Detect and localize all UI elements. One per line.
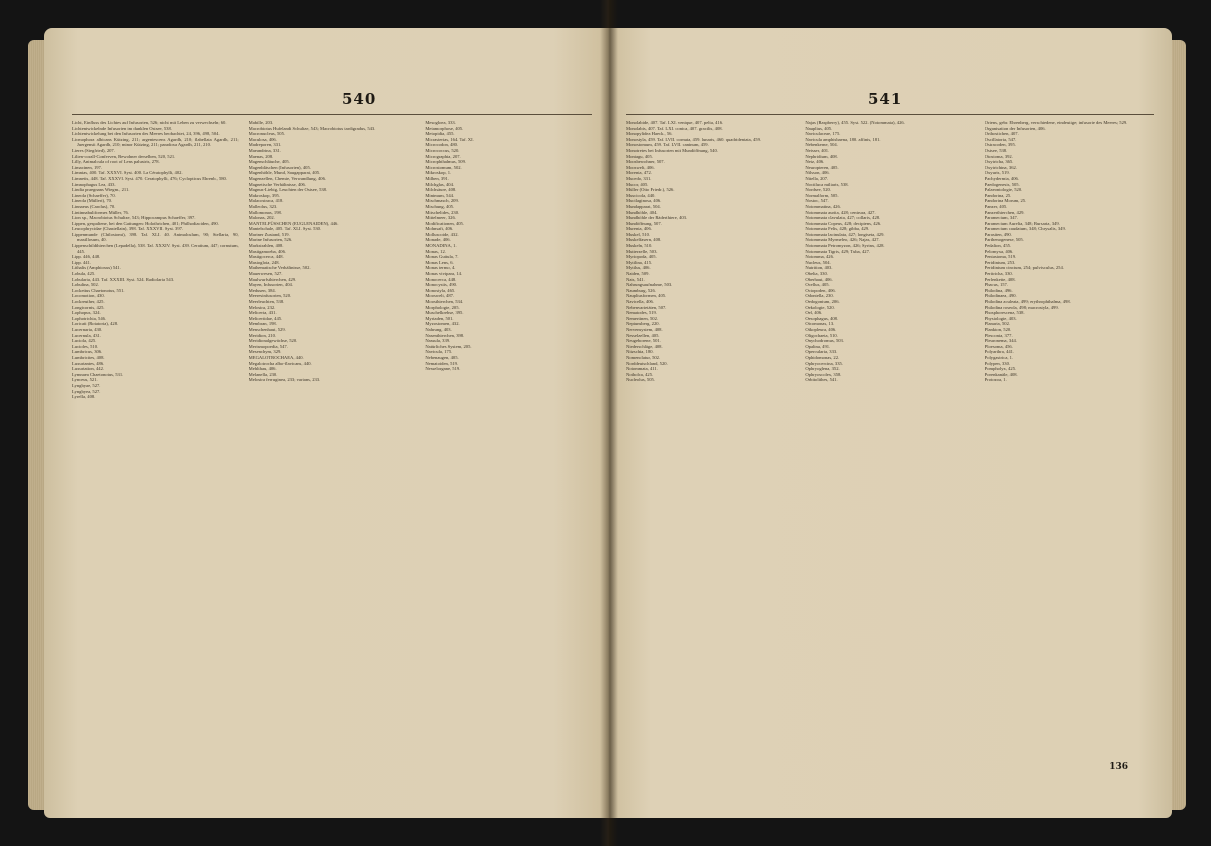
index-entry: Lippenmunde (Chilostomi), 398. Taf. XLI. 40. Animalculum, 90; Stellaria, 90, maxillosum, 40.	[72, 231, 239, 243]
index-entry: Nematodes, 519.	[626, 310, 658, 316]
index-entry: Mucor, 405.	[626, 181, 649, 187]
index-entry: Nilsson, 406.	[805, 170, 830, 176]
index-entry: Markstrahlen, 408.	[248, 243, 284, 249]
right-header-rule	[626, 114, 1154, 115]
index-entry: Mytilina, 415.	[626, 259, 653, 265]
index-entry: Monostomum, 459. Taf. LVII. caninum, 459.	[626, 142, 709, 148]
index-entry: Melosira, 232.	[248, 304, 276, 310]
index-entry: Neugeborene, 501.	[626, 338, 661, 344]
index-entry: Microcodon, 480.	[425, 142, 459, 148]
index-entry: Ploesoma, 456.	[984, 343, 1013, 349]
index-entry: Mucedo, 331.	[626, 175, 652, 181]
index-entry: Planaria, 502.	[984, 321, 1011, 327]
index-entry: Monas vivipara, 14.	[425, 271, 463, 277]
index-entry: Philodina roseola, 498; macrostyla, 499.	[984, 304, 1059, 310]
index-entry: Molluscoide, 432.	[425, 231, 459, 237]
index-entry: Niederschläge, 408.	[626, 343, 663, 349]
index-entry: Notommata Felis, 428; gibba, 429.	[805, 226, 870, 232]
index-entry: Linnaeus (Carolus), 70.	[72, 203, 116, 209]
index-entry: Menschenhaut, 529.	[248, 326, 286, 332]
index-entry: Limnophagus Lea, 433.	[72, 181, 116, 187]
index-entry: Normalform, 505.	[805, 192, 839, 198]
index-entry: Opalina, 491.	[805, 343, 831, 349]
index-entry: Paramecium, 347.	[984, 215, 1018, 221]
index-entry: Nemertinen, 502.	[626, 315, 659, 321]
index-entry: Mundapparat, 504.	[626, 203, 661, 209]
index-entry: Lockettus Chaetonotus, 551.	[72, 287, 125, 293]
index-entry: Mundhöhle der Räderthiere, 403.	[626, 215, 688, 221]
index-entry: Malleolus, 323.	[248, 203, 278, 209]
index-entry: Muschelkrebse, 395.	[425, 310, 464, 316]
index-entry: Pedalion, 455.	[984, 243, 1012, 249]
index-entry: Lipp. 446, 448.	[72, 254, 101, 260]
index-entry: Mucilaginosa, 406.	[626, 198, 662, 204]
index-entry: Megalotrocha albo-flavicans, 440.	[248, 360, 312, 366]
index-entry: Porenkanäle, 408.	[984, 371, 1018, 377]
index-entry: Oedogonium, 206.	[805, 299, 840, 304]
index-entry: Notommata lacinulata, 427; longiseta, 429.	[805, 231, 885, 237]
index-entry: Phacus, 157.	[984, 282, 1009, 288]
index-entry: Mitschelides, 230.	[425, 209, 460, 215]
index-entry: Mytilus, 406.	[626, 265, 651, 271]
index-entry: Mischmasch, 209.	[425, 198, 459, 204]
index-entry: Lumbricites, 408.	[72, 354, 105, 360]
index-entry: Lipp. 441.	[72, 259, 92, 265]
index-entry: Mathematische Verhältnisse, 502.	[248, 265, 311, 271]
index-entry: Longicornis, 425.	[72, 304, 105, 310]
index-entry: Panzer, 405.	[984, 203, 1008, 209]
index-entry: Notomma, 426.	[805, 254, 835, 260]
index-entry: Onychodromus, 503.	[805, 338, 844, 344]
left-header-rule	[72, 114, 592, 115]
index-entry: Oberhaut, 406.	[805, 276, 833, 282]
index-entry: Monas Guttula, 7.	[425, 254, 459, 260]
left-column-3	[425, 120, 592, 778]
index-entry: Microphthalmus, 509.	[425, 159, 467, 165]
index-entry: Myzostomen, 432.	[425, 321, 460, 327]
index-entry: Nematoiden, 519.	[425, 360, 459, 366]
index-entry: Minimum, 544.	[425, 192, 455, 198]
index-entry: Nitzschia, 180.	[626, 349, 654, 355]
index-entry: Malonas, 202.	[248, 215, 275, 221]
index-entry: Notommata Petromyzon, 426; Syrinx, 428.	[805, 243, 885, 249]
index-entry: Opercularia, 333.	[805, 349, 838, 355]
index-entry: Mutterzelle, 503.	[626, 248, 658, 254]
index-entry: Mallomonas, 198.	[248, 209, 282, 215]
index-entry: Morenia, 472.	[626, 170, 652, 176]
index-entry: Nauplius, 405.	[805, 125, 833, 131]
index-entry: Nassula, 339.	[425, 338, 451, 344]
index-entry: Micrasterias, 164. Taf. XI.	[425, 136, 474, 142]
index-entry: Paramecium Aurelia, 348; Bursaria, 349.	[984, 220, 1060, 226]
index-entry: Macronucleus, 505.	[248, 131, 286, 137]
index-entry: Mundöffnung, 507.	[626, 220, 662, 226]
index-entry: Nephridium, 408.	[805, 153, 838, 159]
index-entry: Neisser, 401.	[805, 147, 830, 153]
index-entry: Lophotrichia, 546.	[72, 315, 107, 321]
index-entry: Norddeutschland, 520.	[626, 360, 668, 366]
index-entry: Mariner Zustand, 519.	[248, 231, 290, 237]
index-entry: Marine Infusorien, 526.	[248, 237, 293, 243]
index-entry: Pachydermia, 406.	[984, 175, 1019, 181]
index-entry: Perlenkette, 408.	[984, 276, 1016, 282]
index-entry: Maulwurfsthierchen, 429.	[248, 276, 297, 282]
index-entry: Mesogloea, 333.	[425, 120, 456, 125]
index-entry: Pelomyxa, 406.	[984, 248, 1014, 254]
index-entry: Organisation der Infusorien, 406.	[984, 125, 1046, 131]
index-entry: Melicertidae, 445.	[248, 315, 283, 321]
index-entry: Luxuriation, 442.	[72, 366, 105, 372]
index-entry: Pandorina, 25.	[984, 192, 1012, 198]
index-entry: Monocystis, 490.	[425, 282, 458, 288]
index-entry: Leucophrycidae (Chastellain), 398. Taf. XXXVII. Syst. 397.	[72, 226, 184, 232]
index-entry: Mantelschale, 405. Taf. XLI. Syst. 530.	[248, 226, 322, 232]
index-entry: Philodina aculeata, 499; erythrophthalma, 498.	[984, 299, 1071, 304]
index-entry: Modificationen, 405.	[425, 220, 465, 226]
index-entry: Naupliusformen, 405.	[626, 293, 667, 299]
index-entry: Monostyla, 465.	[425, 287, 456, 293]
index-entry: Limacinen, 197.	[72, 164, 102, 170]
index-entry: Navicula amphisbaena, 180. affinis, 181.	[805, 136, 881, 142]
index-entry: Nordsee, 520.	[805, 187, 831, 193]
index-entry: Lyngbyea, 527.	[72, 388, 101, 394]
index-entry: Oriens, gebr. Ehrenberg, verschiedene, eindeutige; infusorie des Meeres; 529.	[984, 120, 1128, 125]
index-entry: Lyngbyae, 527.	[72, 382, 101, 388]
index-entry: Otostoma, 392.	[984, 153, 1013, 159]
index-entry: Monopylidea Haeck., 56.	[626, 131, 673, 137]
index-entry: Lockreuther, 425.	[72, 299, 105, 304]
index-entry: Mauerwesen, 527.	[248, 271, 283, 277]
index-entry: Mooswelt, 487.	[425, 293, 455, 299]
index-entry: Luciola, 425.	[72, 338, 97, 344]
index-entry: Ostracoden, 395.	[984, 142, 1016, 148]
index-entry: Macrobiotus Hufelandi Schultze, 543; Macrobiotus tardigradus, 543.	[248, 125, 376, 131]
index-entry: Magenschläuche, 405.	[248, 159, 290, 165]
right-page-number: 541	[868, 90, 903, 108]
index-entry: Nebenkerne, 504.	[805, 142, 838, 148]
index-entry: Lichtentwickelnde Infusorien im dunklen Ostsee, 538.	[72, 125, 172, 131]
index-entry: Lobula, 425.	[72, 271, 96, 277]
index-entry: Murenia, 406.	[626, 226, 652, 232]
index-entry: Panzerthierchen, 429.	[984, 209, 1025, 215]
index-entry: Mooswelt, 406.	[626, 164, 655, 170]
index-entry: Nahrung, 403.	[425, 326, 452, 332]
index-entry: Limnias, 400. Taf. XXXVI. Syst. 400. La Cératophylli, 402.	[72, 170, 183, 176]
index-entry: Nucleolus, 505.	[626, 377, 655, 383]
index-entry: Meridionalgewächse, 520.	[248, 338, 298, 344]
index-entry: Monade, 406.	[425, 237, 451, 243]
index-entry: Notommatina, 426.	[805, 203, 841, 209]
index-entry: Lobularia, 443. Taf. XXXIII. Syst. 524. Radiolaria 543.	[72, 276, 175, 282]
index-entry: Nesselzellen, 405.	[626, 332, 660, 338]
right-column-2	[805, 120, 974, 778]
index-entry: Nostoc, 547.	[805, 198, 829, 204]
index-entry: Oekologie, 520.	[805, 304, 835, 310]
index-entry: Mayen, Infusorien, 404.	[248, 282, 293, 288]
index-entry: Natürliches System, 205.	[425, 343, 472, 349]
index-entry: Plankton, 520.	[984, 326, 1012, 332]
right-index-columns	[626, 120, 1154, 778]
index-entry: Lucernula, 431.	[72, 332, 101, 338]
index-entry: Lyrella, 408.	[72, 394, 96, 400]
index-entry: Notommata Tigris, 429; Tuba, 427.	[805, 248, 871, 254]
index-entry: Lucernaria, 430.	[72, 326, 103, 332]
index-entry: Loricati (Rotatoria), 428.	[72, 321, 119, 327]
index-entry: Mabille, 203.	[248, 120, 274, 125]
index-entry: Neptunsberg, 220.	[626, 321, 660, 327]
index-entry: Merismopoedia, 547.	[248, 343, 288, 349]
right-page-edges	[1170, 40, 1186, 810]
index-entry: Palaeontologie, 520.	[984, 187, 1023, 193]
index-entry: Ophryocercina, 335.	[805, 360, 843, 366]
index-entry: Lindia praegnans Wiegm., 211.	[72, 187, 130, 193]
index-entry: Monas Lens, 6.	[425, 259, 454, 265]
index-entry: Nesselorgane, 519.	[425, 366, 461, 372]
index-entry: Peritricha, 330.	[984, 271, 1013, 277]
index-entry: Lilly, Animalcula of root of Lens palustris, 278.	[72, 159, 160, 165]
index-entry: Muskeln, 510.	[626, 243, 653, 249]
index-entry: Lieres (Siegfried), 207.	[72, 147, 115, 153]
left-page-number: 540	[342, 90, 377, 108]
index-entry: Oesophagus, 408.	[805, 315, 839, 321]
index-entry: Paedogenesis, 505.	[984, 181, 1020, 187]
index-entry: Philodina, 496.	[984, 287, 1013, 293]
index-entry: Navicella, 406.	[626, 299, 654, 304]
index-entry: Lippenschildthierchen (Lepadella), 538. Taf. XXXIV. Syst. 439. Ceratium, 447; cornutum, 445.	[72, 243, 239, 254]
index-entry: Magnus-Liebig, Leuchten der Ostsee, 538.	[248, 187, 328, 193]
index-entry: Lobulina, 502.	[72, 282, 99, 288]
index-entry: Lippen, gespaltene, bei den Gattungen: Holothrichen, 401; Philhodiaciden, 490.	[72, 220, 219, 226]
index-entry: Meeresinfusorien, 520.	[248, 293, 292, 299]
index-entry: Naiden, 509.	[626, 271, 650, 277]
index-entry: Lichtentwickelung bei den Infusorien des Meeres beobachtet, 24, 396, 498, 504.	[72, 131, 220, 137]
index-entry: Nutrition, 403.	[805, 265, 833, 271]
index-entry: Magnetische Verhältnisse, 406.	[248, 181, 306, 187]
index-entry: Nasenthierchen, 398.	[425, 332, 465, 338]
index-entry: Micrococcus, 520.	[425, 147, 460, 153]
index-entry: Mittelmeer, 326.	[425, 215, 456, 221]
index-entry: Monolabide, 407. Taf. LXI. venique, 407. pelta, 416.	[626, 120, 724, 125]
index-entry: Micrographia, 207.	[425, 153, 461, 159]
index-entry: Melosira ferruginea, 233; varians, 233.	[248, 377, 321, 383]
index-entry: Mehlthau, 406.	[248, 366, 277, 372]
index-entry: Metopidia, 455.	[425, 131, 455, 137]
index-entry: Monas, 12.	[425, 248, 446, 254]
index-entry: Muskel, 510.	[626, 231, 651, 237]
index-entry: Octopoden, 406.	[805, 287, 836, 293]
index-entry: Mikroskop, 1.	[425, 170, 452, 176]
index-entry: Notommata aurita, 428; centrura, 427.	[805, 209, 876, 215]
index-entry: Lymnaea Chaetonotus, 531.	[72, 371, 124, 377]
index-entry: Malacostraca, 418.	[248, 198, 284, 204]
index-entry: Meridion, 210.	[248, 332, 277, 338]
index-entry: Odontella, 230.	[805, 293, 834, 299]
right-page	[606, 28, 1172, 818]
index-entry: Pleuronema, 344.	[984, 338, 1017, 344]
index-entry: Mohnsaft, 406.	[425, 226, 454, 232]
index-entry: Nucleus, 504.	[805, 259, 831, 265]
index-entry: Parthenogenese, 505.	[984, 237, 1024, 243]
index-entry: Naviculaceae, 175.	[805, 131, 841, 137]
index-entry: Magenzellen, Chemie, Verwandlung, 406.	[248, 175, 327, 181]
index-entry: Naumburg, 526.	[626, 287, 656, 293]
index-entry: Monas termo, 4.	[425, 265, 456, 271]
book-gutter	[600, 0, 618, 846]
index-entry: Phosphorescenz, 538.	[984, 310, 1025, 316]
index-entry: Netz, 406.	[805, 159, 825, 165]
index-entry: Pompholyx, 425.	[984, 366, 1017, 372]
index-entry: Nais, 541.	[626, 276, 645, 282]
index-entry: MONADINA, 1.	[425, 243, 457, 249]
index-entry: Plesconia, 377.	[984, 332, 1013, 338]
index-entry: Nahrungsaufnahme, 503.	[626, 282, 673, 288]
index-entry: Magenbläschen (Infusorien), 405.	[248, 164, 311, 170]
index-entry: Maeandrina, 331.	[248, 147, 281, 153]
index-entry: Orbitolithes, 541.	[805, 377, 838, 383]
index-entry: Lumbricus, 306.	[72, 349, 103, 355]
index-entry: Oscillatoria, 547.	[984, 136, 1017, 142]
index-entry: Polyarthra, 441.	[984, 349, 1015, 355]
index-entry: Mastigamoeba, 406.	[248, 248, 287, 254]
index-entry: Muskelfasern, 408.	[626, 237, 662, 243]
left-index-columns	[72, 120, 592, 778]
index-entry: Notommata Copeus, 428; decipiens, 426.	[805, 220, 882, 226]
index-entry: Mundhöhle, 404.	[626, 209, 658, 215]
index-entry: Moosbewohner, 507.	[626, 159, 665, 165]
index-entry: Milben, 391.	[425, 175, 449, 181]
index-entry: Nebenvarietäten, 507.	[626, 304, 667, 310]
index-entry: Oel, 406.	[805, 310, 823, 316]
index-entry: Medusen, 384.	[248, 287, 276, 293]
index-entry: Ophryoscolex, 358.	[805, 371, 842, 377]
index-entry: Metamorphose, 405.	[425, 125, 464, 131]
index-entry: Oxyuris, 519.	[984, 170, 1010, 176]
index-entry: Lophopus, 324.	[72, 310, 101, 316]
index-entry: Melanella, 230.	[248, 371, 278, 377]
index-entry: Maenas, 208.	[248, 153, 274, 159]
index-entry: Myriaden, 501.	[425, 315, 454, 321]
index-entry: Notommata clavulata, 427; collaris, 428.	[805, 215, 881, 221]
index-entry: Müller (Otto Friedr.), 526.	[626, 187, 675, 193]
index-entry: Lintinnabuliformes Müller, 76.	[72, 209, 129, 215]
index-entry: Notholca, 425.	[626, 371, 654, 377]
index-entry: Philodinaea, 490.	[984, 293, 1017, 299]
left-page	[44, 28, 610, 818]
index-entry: Magenhöhle, Mund, Saugapparat, 405.	[248, 170, 321, 176]
index-entry: Peridinium cinctum, 254; pulvisculus, 254.	[984, 265, 1064, 271]
index-entry: Ocellus, 405.	[805, 282, 830, 288]
index-entry: Milchsäure, 408.	[425, 187, 457, 193]
index-entry: Nebenaugen, 405.	[425, 354, 459, 360]
index-entry: Licmophora albicans Kützing, 211; argentescens Agardh, 210; flabellata Agardh, 211; Juergensii Agardh, 210; minor Kützing, 211; paradoxa Agardh, 211, 210.	[72, 136, 239, 148]
index-entry: Nitella, 207.	[805, 175, 829, 181]
index-entry: Pentastoma, 519.	[984, 254, 1017, 260]
index-entry: Limnetis, 448. Taf. XXXVI. Syst. 470. Ceratophylli, 476; Cyclopticus Ehrenb., 580.	[72, 175, 228, 181]
index-entry: Orthostichen, 407.	[984, 131, 1019, 137]
index-entry: Oikopleura, 406.	[805, 326, 837, 332]
index-entry: Oxytricha, 365.	[984, 159, 1014, 165]
index-entry: Parasiten, 490.	[984, 231, 1012, 237]
index-entry: Mastogloia, 248.	[248, 259, 280, 265]
index-entry: Ostsee, 538.	[984, 147, 1008, 153]
index-entry: Moosthierchen, 534.	[425, 299, 464, 304]
index-entry: Monotretes bei Infusorien mit Mundöffnung, 540.	[626, 147, 718, 153]
index-entry: Madreporen, 331.	[248, 142, 282, 148]
index-entry: Lineola (Schaeffer), 70.	[72, 192, 116, 198]
index-entry: Makroskop, 395.	[248, 192, 280, 198]
index-entry: Muscicola, 440.	[626, 192, 656, 198]
index-entry: Lynceus, 521.	[72, 377, 98, 383]
index-entry: Lucioles, 510.	[72, 343, 99, 349]
index-entry: Monostyla, 459. Taf. LVII. cornuta, 459. lunaris, 460. quadridentata, 459.	[626, 136, 762, 142]
index-entry: Luxuriantes, 486.	[72, 360, 105, 366]
index-entry: Nervensystem, 408.	[626, 326, 663, 332]
index-entry: Maculosa, 406.	[248, 136, 277, 142]
index-entry: Polygastrica, 1.	[984, 354, 1014, 360]
right-column-3	[985, 120, 1154, 778]
index-entry: Physiologie, 403.	[984, 315, 1017, 321]
index-entry: Neuropteren, 405.	[805, 164, 839, 170]
index-entry: Oicomonas, 13.	[805, 321, 835, 327]
index-entry: Myriopoda, 405.	[626, 254, 657, 260]
index-entry: Navicula, 175.	[425, 349, 453, 355]
index-entry: Mischung, 405.	[425, 203, 455, 209]
index-entry: Meerleuchten, 538.	[248, 299, 285, 304]
left-column-2	[249, 120, 416, 778]
right-column-1	[626, 120, 795, 778]
index-entry: Membran, 198.	[248, 321, 277, 327]
index-entry: Polypen, 330.	[984, 360, 1011, 366]
left-column-1	[72, 120, 239, 778]
index-entry: Melicerta, 431.	[248, 310, 277, 316]
index-entry: Lilien-corall-Conferven, Bewohner derselben, 520, 521.	[72, 153, 176, 159]
index-entry: Mastigocerca, 448.	[248, 254, 284, 260]
index-entry: Monolabis, 407. Taf. LXI. conica, 407. gracilis, 408.	[626, 125, 723, 131]
index-entry: Ophryoglena, 352.	[805, 366, 840, 372]
index-entry: Peridinium, 253.	[984, 259, 1016, 265]
index-entry: Noctiluca miliaris, 538.	[805, 181, 849, 187]
index-entry: MEGALOTROCHAEA, 440.	[248, 354, 304, 360]
index-entry: Lion sp., Macrobiotus Schultze, 543; Hippocampus Schaeffer, 397.	[72, 215, 196, 221]
index-entry: Najas (Raspberry), 455. Syst. 522. (Notommata), 426.	[805, 120, 905, 125]
right-folio-mark: 136	[1109, 762, 1128, 772]
index-entry: Notommata, 411.	[626, 366, 658, 372]
index-entry: Protozoa, 1.	[984, 377, 1007, 383]
index-entry: Pandorina Morum, 25.	[984, 198, 1027, 204]
index-entry: Mesenchym, 329.	[248, 349, 282, 355]
index-entry: Nomenclatur, 502.	[626, 354, 661, 360]
index-entry: Notommata Myrmeleo, 426; Najas, 427.	[805, 237, 880, 243]
index-entry: Paramecium caudatum, 348; Chrysalis, 349.	[984, 226, 1066, 232]
index-entry: Lithalis (Amphioxus) 541.	[72, 265, 121, 271]
index-entry: Microstomum, 502.	[425, 164, 462, 170]
index-entry: Morphologie, 205.	[425, 304, 460, 310]
index-entry: Locomotion, 430.	[72, 293, 105, 299]
index-entry: Ophidomonas, 22.	[805, 354, 840, 360]
index-entry: Montagu, 405.	[626, 153, 653, 159]
index-entry: MANTELFÜSSCHEN (EUGLENAIDEN), 446.	[248, 220, 339, 226]
index-entry: Obelia, 330.	[805, 271, 828, 277]
index-entry: Oxytrichina, 362.	[984, 164, 1017, 170]
index-entry: Lineola (Mülleri), 70.	[72, 198, 113, 204]
index-entry: Monocerca, 448.	[425, 276, 457, 282]
index-entry: Milchglas, 404.	[425, 181, 455, 187]
index-entry: Oligochaeta, 510.	[805, 332, 838, 338]
index-entry: Licht, Einfluss des Lichtes auf Infusorien, 526; nicht mit Leben zu verwechseln; 60.	[72, 120, 227, 125]
